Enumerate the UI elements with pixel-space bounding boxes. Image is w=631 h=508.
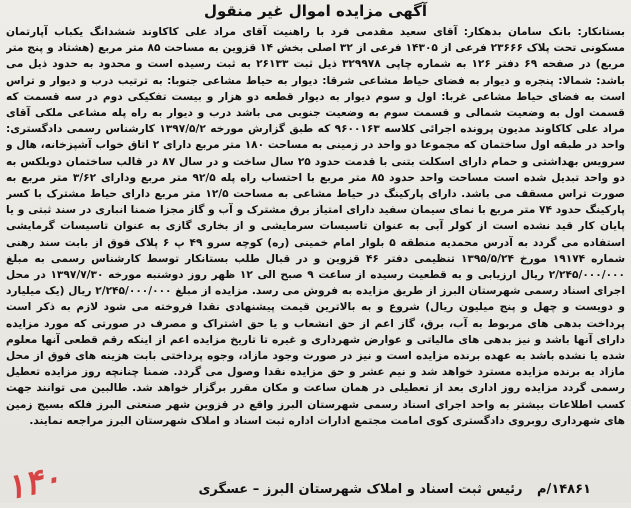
signature-text: رئیس ثبت اسناد و املاک شهرستان البرز – عسگری: [198, 482, 523, 497]
notice-body: بستانکار: بانک سامان بدهکار: آقای سعید مقدمی فرد با راهنیت آقای مراد علی کاکاوند ششدانگ یکباب آپارتمان مسکونی تحت پلاک ۲۳۶۶۶ فرعی از ۱۴۳۰۵ فرعی از ۳۲ اصلی بخش ۱۴ قزوین به مساحت ۸۵ متر مربع (هشتاد و پنج متر مربع) در صفحه ۶۹ دفتر ۱۲۶ به شماره چاپی ۳۲۹۹۷۸ ذیل ثبت ۲۶۱۳۳ به ثبت رسیده است و محدود به حدود ذیل می باشد: شمالا: پنجره و دیوار به فضای حیاط مشاعی شرقا: دیوار به حیاط مشاعی جنوبا: به ترتیب درب و دیوار و تراس است به فضای حیاط مشاعی غربا: اول و سوم دیوار به دیوار قطعه دو هزار و بیست تفکیکی دوم در سه قسمت که قسمت اول به وضعیت شمالی و قسمت سوم به وضعیت جنوبی می باشد درب و دیوار به راه پله مشاعی ملکی آقای مراد علی کاکاوند مدیون پرونده اجرائی کلاسه ۹۶۰۰۱۶۳ که طبق گزارش مورخه ۱۳۹۷/۵/۲ کارشناس رسمی دادگستری: واحد در طبقه اول ساختمان که مجموعا دو واحد در زمینی به مساحت ۱۸۰ متر مربع دارای ۲ اتاق خواب آشپزخانه، هال و سرویس بهداشتی و حمام دارای اسکلت بتنی با قدمت حدود ۲۵ سال ساخت و در سال ۸۷ در قالب ساختمان دوبلکس به دو واحد تبدیل شده است مساحت واحد حدود ۸۵ متر مربع با احتساب راه پله ۹۲/۵ متر مربع ودارای ۳/۶۲ متر مربع به صورت تراس مسقف می باشد. دارای پارکینگ در حیاط مشاعی به مساحت ۱۲/۵ متر مربع دارای حیاط مشترک با کسر پارکینگ حدود ۷۴ متر مربع با نمای سیمان سفید دارای امتیاز برق مشترک و آب و گاز مجزا ضمنا انباری در سند ثبتی و یا پایان کار قید نشده است از کولر آبی به عنوان تاسیسات سرمایشی و از بخاری گازی به عنوان تاسیسات گرمایشی استفاده می گردد به آدرس محمدیه منطقه ۵ بلوار امام خمینی (ره) کوچه سرو ۴۹ پ ۶ پلاک فوق از بابت سند رهنی شماره ۱۹۱۷۴ مورخ ۱۳۹۵/۵/۲۴ تنظیمی دفتر ۴۶ قزوین و در قبال طلب بستانکار توسط کارشناس رسمی به مبلغ ۲/۲۴۵/۰۰۰/۰۰۰ ریال ارزیابی و به قطعیت رسیده از ساعت ۹ صبح الی ۱۲ ظهر روز دوشنبه مورخه ۱۳۹۷/۷/۳۰ در محل اجرای اسناد رسمی شهرستان البرز از طریق مزایده به فروش می رسد. مزایده از مبلغ ۲/۲۴۵/۰۰۰/۰۰۰ ریال (یک میلیارد و دویست و چهل و پنج میلیون ریال) شروع و به بالاترین قیمت پیشنهادی نقدا فروخته می شود لازم به ذکر است پرداخت بدهی های مربوط به آب، برق، گاز اعم از حق انشعاب و یا حق اشتراک و مصرف در صورتی که مورد مزایده دارای آنها باشد و نیز بدهی های مالیاتی و عوارض شهرداری و غیره تا تاریخ مزایده اعم از اینکه رقم قطعی آنها معلوم شده یا نشده باشد به عهده برنده مزایده است و نیز در صورت وجود مازاد، وجوه پرداختی بابت هزینه های فوق از محل مازاد به برنده مزایده مسترد خواهد شد و نیم عشر و حق مزایده نقدا وصول می گردد. ضمنا چنانچه روز مزایده تعطیل رسمی گردد مزایده روز اداری بعد از تعطیلی در همان ساعت و مکان مقرر برگزار خواهد شد. طالبین می توانند جهت کسب اطلاعات بیشتر به واحد اجرای اسناد رسمی شهرستان البرز واقع در قزوین شهر صنعتی البرز فلکه بسیج زمین های شهرداری روبروی دادگستری کوی امامت مجتمع ادارات اداره ثبت اسناد و املاک شهرستان البرز مراجعه نمایند.: [6, 26, 625, 427]
handwritten-number: ۱۴۰: [2, 457, 65, 508]
signature-number: ۱۴۸۶۱/م: [537, 482, 591, 497]
notice-title: آگهی مزایده اموال غیر منقول: [203, 2, 428, 20]
notice-footer: [0, 457, 631, 508]
signature-line: [199, 482, 591, 497]
